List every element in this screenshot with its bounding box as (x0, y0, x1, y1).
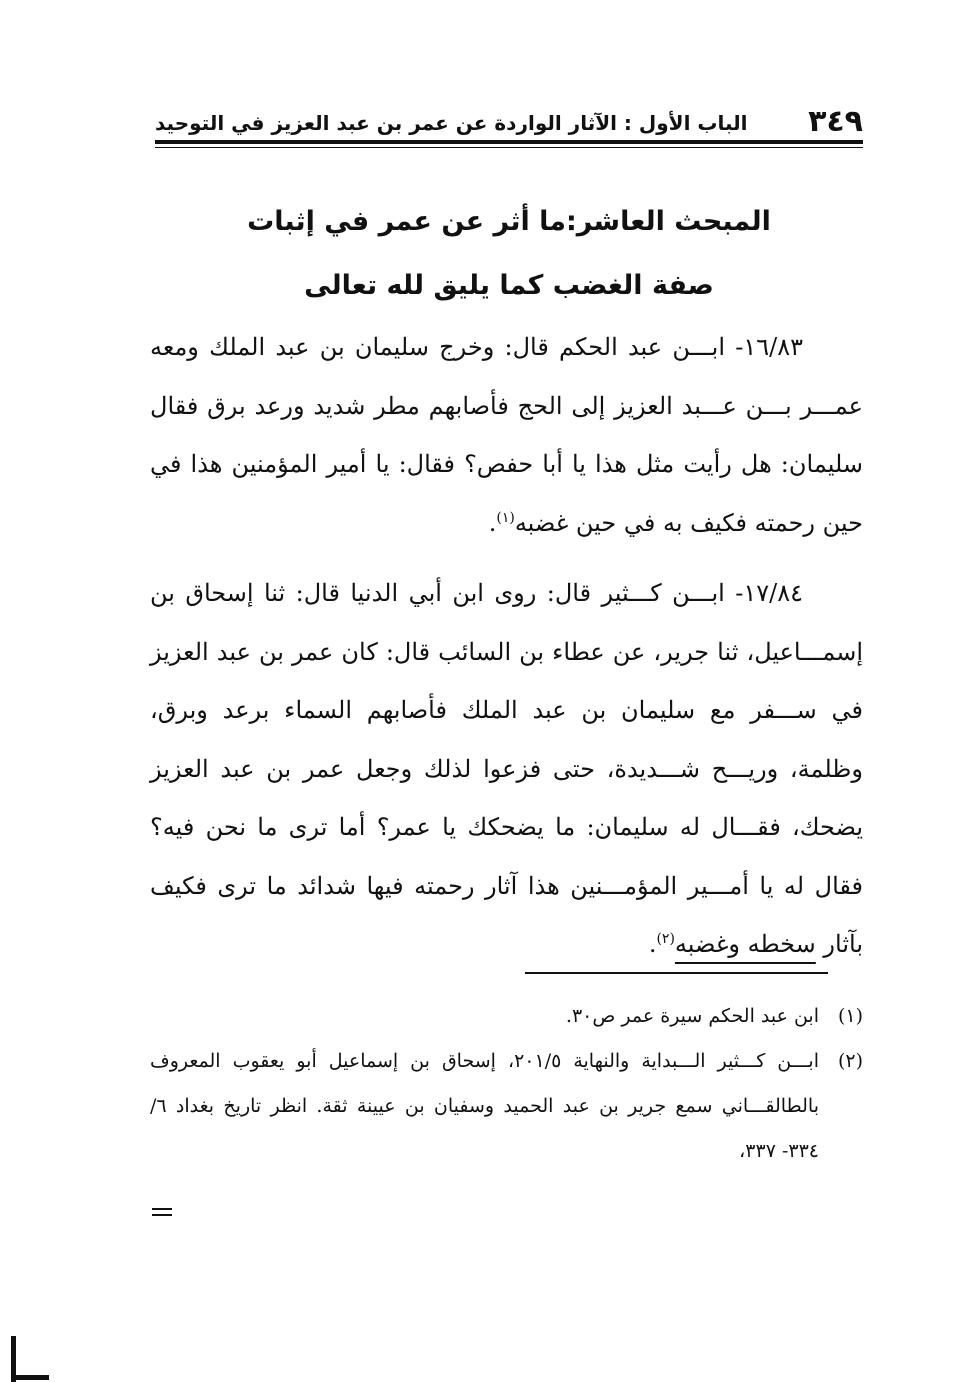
continuation-mark (152, 1208, 172, 1216)
footnote-number: (٢) (837, 1050, 863, 1072)
footnotes (150, 994, 863, 1174)
running-title: الباب الأول : الآثار الواردة عن عمر بن عبد العزيز في التوحيد (155, 111, 748, 135)
footnote-ref-1[interactable]: (١) (496, 509, 515, 526)
footnote-2 (150, 1039, 863, 1174)
section-title (155, 190, 863, 318)
footnote-number: (١) (837, 1005, 863, 1027)
header-rule-thick (155, 140, 863, 144)
section-title-line-2: صفة الغضب كما يليق لله تعالى (304, 270, 714, 301)
paragraph-text: ١٦/٨٣- ابـــن عبد الحكم قال: وخرج سليمان بن عبد الملك ومعه عمـــر بـــن عـــبد العزيز إلى الحج فأصابهم مطر شديد ورعد برق فقال سليمان: هل رأيت مثل هذا يا أبا حفص؟ فقال: يا أمير المؤمنين هذا في حين رحمته فكيف به في حين غضبه (150, 333, 863, 537)
page-number: ٣٤٩ (808, 104, 863, 139)
body-text (150, 318, 863, 986)
footnote-separator (525, 972, 828, 974)
paragraph-text: ١٧/٨٤- ابـــن كـــثير قال: روى ابن أبي الدنيا قال: ثنا إسحاق بن إسمـــاعيل، ثنا جرير، عن عطاء بن السائب قال: كان عمر بن عبد العزيز في ســـفر مع سليمان بن عبد الملك فأصابهم السماء برعد وبرق، وظلمة، وريـــح شـــديدة، حتى فزعوا لذلك وجعل عمر بن عبد العزيز يضحك، فقـــال له سليمان: ما يضحكك يا عمر؟ أما ترى ما نحن فيه؟ فقال له يا أمـــير المؤمـــنين هذا آثار رحمته فيها شدائد ما ترى فكيف بآثار (150, 579, 863, 958)
footnote-1 (150, 994, 863, 1039)
header-rule-thin (155, 147, 863, 148)
footnote-ref-2[interactable]: (٢) (656, 931, 675, 947)
paragraph-athar-84 (150, 564, 863, 974)
underlined-phrase: سخطه وغضبه (674, 930, 816, 958)
footnote-text: ابن عبد الحكم سيرة عمر ص٣٠. (565, 1005, 819, 1027)
paragraph-end: . (488, 508, 497, 537)
section-title-line-1: المبحث العاشر:ما أثر عن عمر في إثبات (247, 206, 771, 237)
paragraph-athar-83 (150, 318, 863, 552)
footnote-text: ابـــن كـــثير الـــبداية والنهاية ٢٠١/٥، إسحاق بن إسماعيل أبو يعقوب المعروف بالطالقـــاني سمع جرير بن عبد الحميد وسفيان بن عيينة ثقة. انظر تاريخ بغداد ٦/ ٣٣٤- ٣٣٧، (150, 1050, 819, 1162)
paragraph-end: . (648, 930, 657, 958)
running-header (155, 104, 863, 144)
page-corner-mark (11, 1336, 51, 1382)
